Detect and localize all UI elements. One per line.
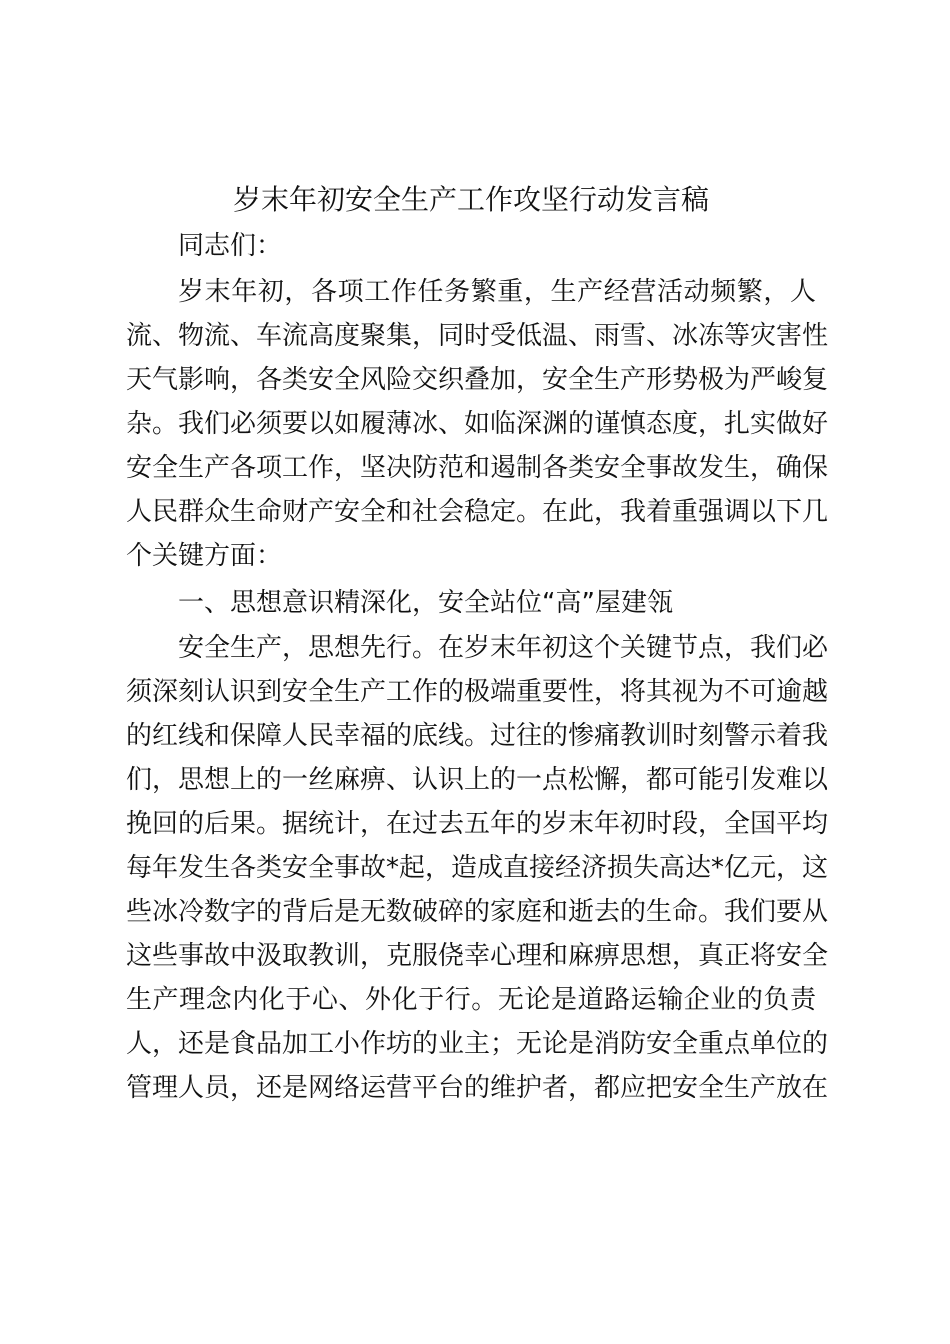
section-1-line-9: 生产理念内化于心、外化于行。无论是道路运输企业的负责 <box>126 985 816 1015</box>
section-1-line-4: 们，思想上的一丝麻痹、认识上的一点松懈，都可能引发难以 <box>126 765 829 795</box>
intro-line-3: 天气影响，各类安全风险交织叠加，安全生产形势极为严峻复 <box>126 365 829 395</box>
section-1-line-10: 人，还是食品加工小作坊的业主；无论是消防安全重点单位的 <box>126 1029 829 1059</box>
section-1-line-11: 管理人员，还是网络运营平台的维护者，都应把安全生产放在 <box>126 1073 829 1103</box>
section-1-line-3: 的红线和保障人民幸福的底线。过往的惨痛教训时刻警示着我 <box>126 721 829 751</box>
section-1-line-6: 每年发生各类安全事故*起，造成直接经济损失高达*亿元，这 <box>126 853 829 883</box>
section-1-line-7: 些冰冷数字的背后是无数破碎的家庭和逝去的生命。我们要从 <box>126 897 829 927</box>
section-1-line-2: 须深刻认识到安全生产工作的极端重要性，将其视为不可逾越 <box>126 677 829 707</box>
intro-line-4: 杂。我们必须要以如履薄冰、如临深渊的谨慎态度，扎实做好 <box>126 409 829 439</box>
section-1-line-1: 安全生产，思想先行。在岁末年初这个关键节点，我们必 <box>178 633 829 663</box>
greeting: 同志们： <box>178 231 283 261</box>
section-1-line-8: 这些事故中汲取教训，克服侥幸心理和麻痹思想，真正将安全 <box>126 941 829 971</box>
intro-line-7: 个关键方面： <box>126 541 283 571</box>
section-1-line-5: 挽回的后果。据统计，在过去五年的岁末年初时段，全国平均 <box>126 809 829 839</box>
intro-line-2: 流、物流、车流高度聚集，同时受低温、雨雪、冰冻等灾害性 <box>126 321 829 351</box>
intro-line-1: 岁末年初，各项工作任务繁重，生产经营活动频繁，人 <box>178 277 816 307</box>
document-title: 岁末年初安全生产工作攻坚行动发言稿 <box>232 183 709 216</box>
intro-line-6: 人民群众生命财产安全和社会稳定。在此，我着重强调以下几 <box>126 497 829 527</box>
section-1-heading: 一、思想意识精深化，安全站位“高”屋建瓴 <box>178 588 673 618</box>
intro-line-5: 安全生产各项工作，坚决防范和遏制各类安全事故发生，确保 <box>126 453 829 483</box>
